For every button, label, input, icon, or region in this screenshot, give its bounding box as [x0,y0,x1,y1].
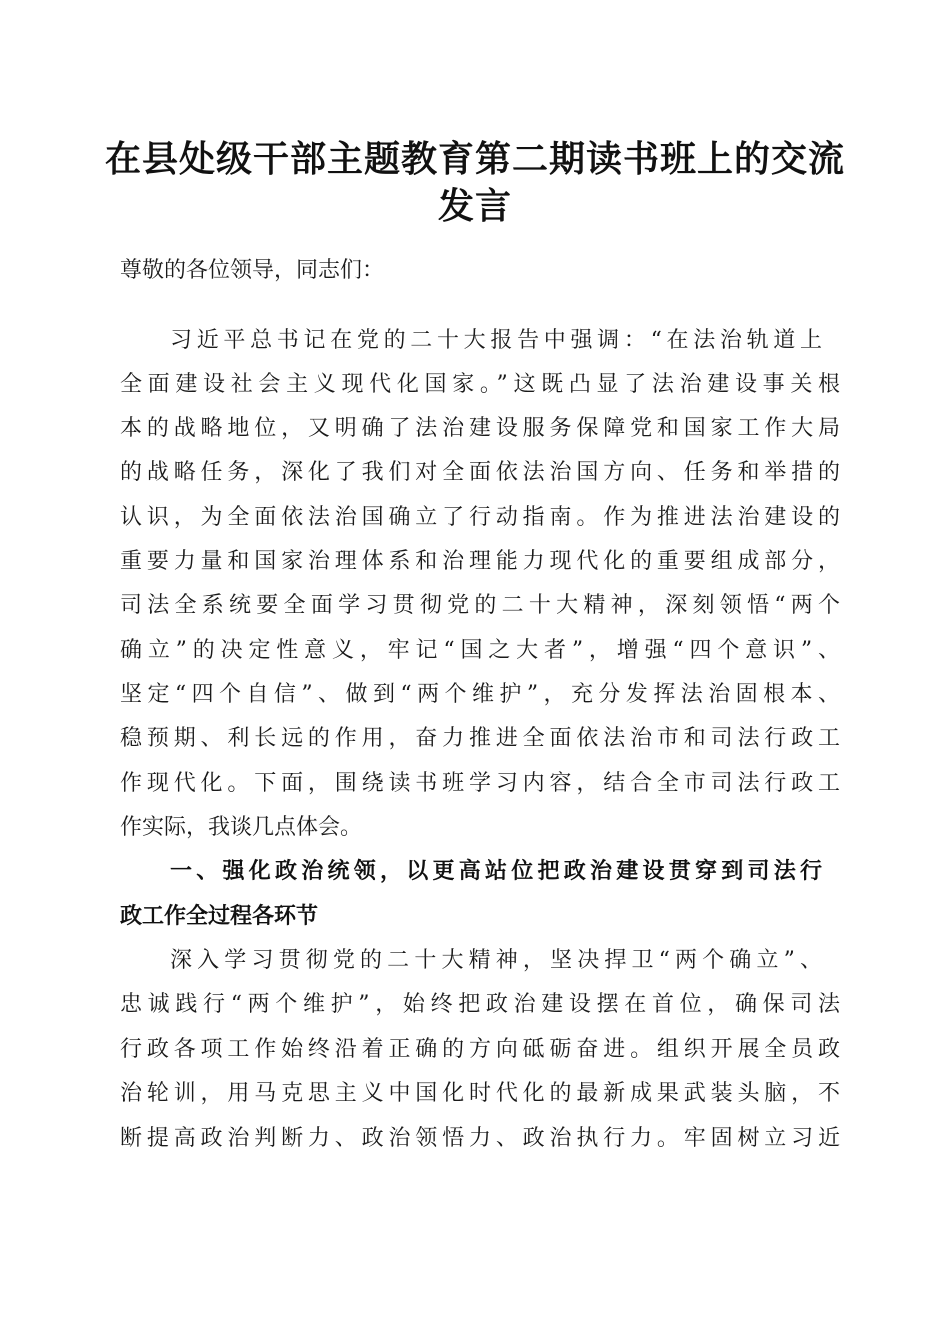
paragraph-1-line-11: 作现代化。下面，围绕读书班学习内容，结合全市司法行政工 [120,771,840,796]
paragraph-1-line-5: 认识，为全面依法治国确立了行动指南。作为推进法治建设的 [120,505,840,530]
paragraph-2-line-5: 断提高政治判断力、政治领悟力、政治执行力。牢固树立习近 [120,1126,840,1151]
paragraph-1-line-8: 确立”的决定性意义，牢记“国之大者”，增强“四个意识”、 [120,638,840,663]
paragraph-1-line-7: 司法全系统要全面学习贯彻党的二十大精神，深刻领悟“两个 [120,593,840,618]
document-title-line-2: 发言 [437,185,512,227]
paragraph-2-line-1: 深入学习贯彻党的二十大精神，坚决捍卫“两个确立”、 [170,948,822,973]
paragraph-1-line-1: 习近平总书记在党的二十大报告中强调：“在法治轨道上 [170,328,822,353]
paragraph-1-line-4: 的战略任务，深化了我们对全面依法治国方向、任务和举措的 [120,460,840,485]
section-heading-1-line-2: 政工作全过程各环节 [120,904,319,929]
paragraph-1-line-3: 本的战略地位，又明确了法治建设服务保障党和国家工作大局 [120,416,840,441]
paragraph-2-line-3: 行政各项工作始终沿着正确的方向砥砺奋进。组织开展全员政 [120,1037,840,1062]
document-title-line-1: 在县处级干部主题教育第二期读书班上的交流 [104,138,845,180]
paragraph-1-line-10: 稳预期、利长远的作用，奋力推进全面依法治市和司法行政工 [120,726,840,751]
paragraph-1-line-6: 重要力量和国家治理体系和治理能力现代化的重要组成部分， [120,549,840,574]
paragraph-1-line-9: 坚定“四个自信”、做到“两个维护”，充分发挥法治固根本、 [120,682,840,707]
paragraph-2-line-4: 治轮训，用马克思主义中国化时代化的最新成果武装头脑，不 [120,1081,840,1106]
paragraph-2-line-2: 忠诚践行“两个维护”，始终把政治建设摆在首位，确保司法 [120,992,840,1017]
salutation: 尊敬的各位领导，同志们： [120,258,385,283]
section-heading-1-line-1: 一、强化政治统领，以更高站位把政治建设贯穿到司法行 [170,859,822,884]
paragraph-1-line-2: 全面建设社会主义现代化国家。”这既凸显了法治建设事关根 [120,372,840,397]
paragraph-1-line-12: 作实际，我谈几点体会。 [120,815,363,840]
